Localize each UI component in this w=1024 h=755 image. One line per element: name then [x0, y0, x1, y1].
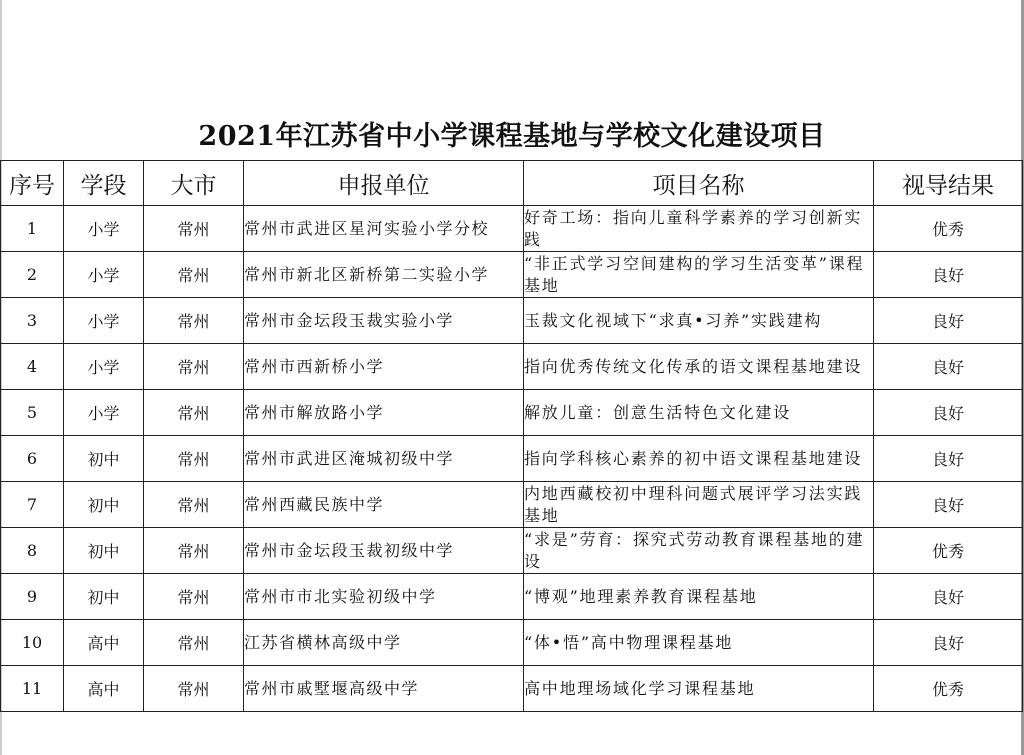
table-row	[1, 390, 1023, 436]
cell-stage: 小学	[64, 344, 144, 390]
cell-stage: 高中	[64, 666, 144, 712]
cell-result: 良好	[874, 436, 1023, 482]
cell-index: 6	[1, 436, 64, 482]
cell-city: 常州	[144, 206, 244, 252]
cell-project: “非正式学习空间建构的学习生活变革”课程基地	[524, 252, 874, 298]
cell-stage: 初中	[64, 574, 144, 620]
cell-stage: 初中	[64, 436, 144, 482]
table-row	[1, 206, 1023, 252]
table-header-row	[1, 161, 1023, 206]
cell-project: 高中地理场域化学习课程基地	[524, 666, 874, 712]
cell-city: 常州	[144, 620, 244, 666]
table-row	[1, 574, 1023, 620]
cell-unit: 常州市戚墅堰高级中学	[244, 666, 524, 712]
cell-result: 良好	[874, 620, 1023, 666]
cell-project: 指向优秀传统文化传承的语文课程基地建设	[524, 344, 874, 390]
cell-project: 指向学科核心素养的初中语文课程基地建设	[524, 436, 874, 482]
cell-unit: 常州市西新桥小学	[244, 344, 524, 390]
cell-city: 常州	[144, 252, 244, 298]
cell-city: 常州	[144, 528, 244, 574]
cell-result: 良好	[874, 298, 1023, 344]
cell-city: 常州	[144, 436, 244, 482]
cell-result: 良好	[874, 390, 1023, 436]
cell-project: 内地西藏校初中理科问题式展评学习法实践基地	[524, 482, 874, 528]
cell-unit: 常州市金坛段玉裁实验小学	[244, 298, 524, 344]
cell-unit: 常州市金坛段玉裁初级中学	[244, 528, 524, 574]
cell-result: 良好	[874, 574, 1023, 620]
header-stage: 学段	[64, 161, 144, 206]
cell-project: “求是”劳育：探究式劳动教育课程基地的建设	[524, 528, 874, 574]
document-title: 2021年江苏省中小学课程基地与学校文化建设项目	[198, 121, 826, 152]
table-row	[1, 482, 1023, 528]
cell-stage: 小学	[64, 390, 144, 436]
cell-city: 常州	[144, 482, 244, 528]
cell-index: 7	[1, 482, 64, 528]
cell-city: 常州	[144, 390, 244, 436]
cell-index: 11	[1, 666, 64, 712]
cell-unit: 常州市武进区淹城初级中学	[244, 436, 524, 482]
cell-project: 解放儿童：创意生活特色文化建设	[524, 390, 874, 436]
cell-project: 玉裁文化视域下“求真•习养”实践建构	[524, 298, 874, 344]
table-row	[1, 620, 1023, 666]
cell-unit: 常州市武进区星河实验小学分校	[244, 206, 524, 252]
cell-index: 3	[1, 298, 64, 344]
cell-index: 5	[1, 390, 64, 436]
header-index: 序号	[1, 161, 64, 206]
cell-unit: 常州西藏民族中学	[244, 482, 524, 528]
cell-index: 1	[1, 206, 64, 252]
cell-stage: 初中	[64, 528, 144, 574]
table-row	[1, 666, 1023, 712]
cell-unit: 常州市市北实验初级中学	[244, 574, 524, 620]
cell-index: 9	[1, 574, 64, 620]
cell-result: 优秀	[874, 206, 1023, 252]
table-row	[1, 528, 1023, 574]
cell-result: 良好	[874, 344, 1023, 390]
cell-unit: 江苏省横林高级中学	[244, 620, 524, 666]
cell-city: 常州	[144, 344, 244, 390]
table-row	[1, 344, 1023, 390]
cell-city: 常州	[144, 666, 244, 712]
cell-result: 良好	[874, 482, 1023, 528]
cell-project: “博观”地理素养教育课程基地	[524, 574, 874, 620]
cell-city: 常州	[144, 574, 244, 620]
cell-stage: 初中	[64, 482, 144, 528]
cell-index: 2	[1, 252, 64, 298]
header-project: 项目名称	[524, 161, 874, 206]
cell-result: 优秀	[874, 666, 1023, 712]
cell-project: 好奇工场：指向儿童科学素养的学习创新实践	[524, 206, 874, 252]
cell-stage: 小学	[64, 206, 144, 252]
cell-unit: 常州市解放路小学	[244, 390, 524, 436]
table-row	[1, 252, 1023, 298]
cell-result: 优秀	[874, 528, 1023, 574]
cell-index: 4	[1, 344, 64, 390]
header-result: 视导结果	[874, 161, 1023, 206]
cell-unit: 常州市新北区新桥第二实验小学	[244, 252, 524, 298]
cell-stage: 高中	[64, 620, 144, 666]
cell-stage: 小学	[64, 298, 144, 344]
cell-result: 良好	[874, 252, 1023, 298]
cell-city: 常州	[144, 298, 244, 344]
cell-index: 8	[1, 528, 64, 574]
cell-index: 10	[1, 620, 64, 666]
table-row	[1, 436, 1023, 482]
header-city: 大市	[144, 161, 244, 206]
cell-stage: 小学	[64, 252, 144, 298]
header-unit: 申报单位	[244, 161, 524, 206]
project-table	[0, 160, 1023, 712]
table-row	[1, 298, 1023, 344]
cell-project: “体•悟”高中物理课程基地	[524, 620, 874, 666]
